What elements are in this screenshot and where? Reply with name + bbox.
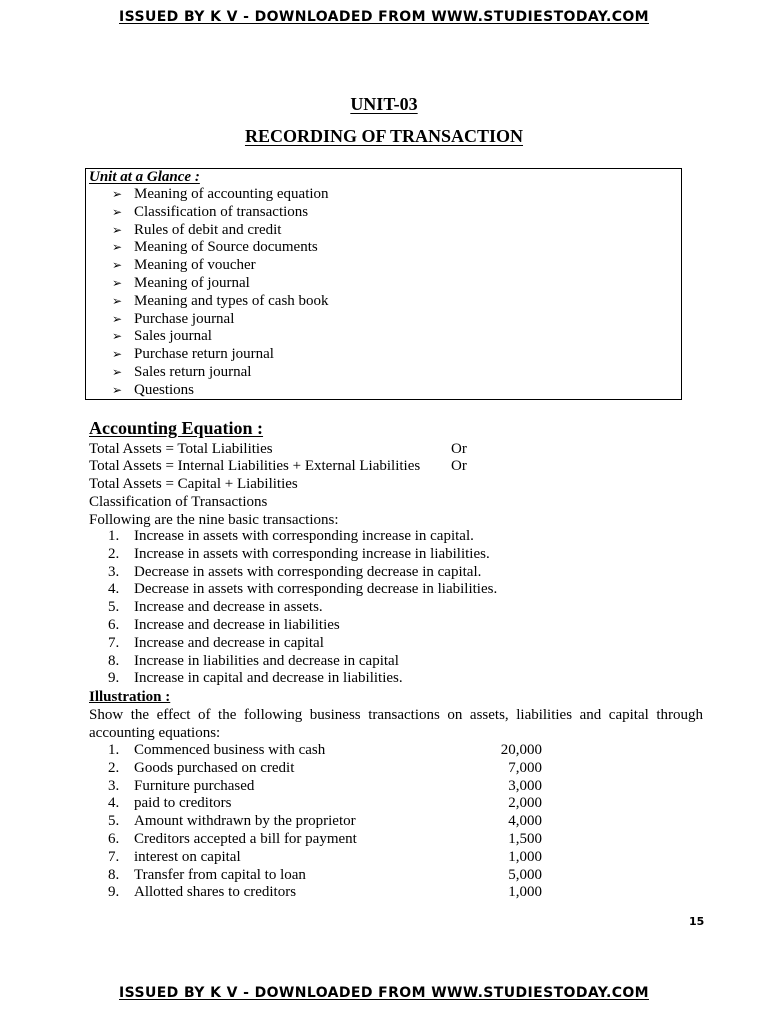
- transaction-item: [108, 581, 497, 599]
- transaction-item: [108, 617, 497, 635]
- illustration-item: [108, 849, 548, 867]
- illustration-item: [108, 795, 548, 813]
- arrow-bullet-icon: ➢: [112, 187, 123, 201]
- item-text: Increase and decrease in liabilities: [134, 616, 340, 633]
- glance-item-label: Questions: [134, 381, 194, 398]
- transaction-item: [108, 528, 497, 546]
- item-number: 8.: [108, 652, 120, 669]
- item-number: 5.: [108, 813, 120, 830]
- item-number: 1.: [108, 742, 120, 758]
- or-label: Or: [451, 458, 467, 474]
- item-number: 7.: [108, 634, 120, 651]
- item-amount: 7,000: [508, 759, 542, 776]
- item-number: 8.: [108, 866, 120, 883]
- page-number: 15: [689, 915, 705, 928]
- item-text: Decrease in assets with corresponding decrease in capital.: [134, 563, 482, 580]
- item-text: Allotted shares to creditors: [134, 884, 297, 901]
- arrow-bullet-icon: ➢: [112, 293, 123, 308]
- illustration-item: [108, 778, 548, 796]
- transaction-item: [108, 564, 497, 582]
- glance-item: [112, 364, 329, 382]
- illustration-item: [108, 884, 548, 902]
- item-number: 5.: [108, 599, 120, 616]
- arrow-bullet-icon: ➢: [112, 204, 123, 219]
- arrow-bullet-icon: ➢: [112, 329, 123, 344]
- glance-item-label: Sales journal: [134, 328, 212, 345]
- item-number: 1.: [108, 528, 120, 544]
- illustration-heading: Illustration :: [89, 689, 171, 705]
- glance-item: [112, 186, 329, 204]
- equation-line: Total Assets = Internal Liabilities + External Liabilities: [89, 458, 421, 474]
- item-number: 2.: [108, 759, 120, 776]
- item-text: Goods purchased on credit: [134, 759, 295, 776]
- transaction-item: [108, 635, 497, 653]
- illustration-paragraph: Show the effect of the following business transactions on assets, liabilities and capital through accounting equations:: [89, 707, 703, 741]
- item-text: Increase and decrease in capital: [134, 634, 324, 651]
- arrow-bullet-icon: ➢: [112, 240, 123, 255]
- glance-heading: Unit at a Glance :: [89, 169, 200, 185]
- item-number: 4.: [108, 581, 120, 598]
- transaction-item: [108, 670, 497, 688]
- item-number: 3.: [108, 563, 120, 580]
- glance-item-label: Meaning of journal: [134, 274, 250, 291]
- item-number: 6.: [108, 830, 120, 847]
- glance-item: [112, 257, 329, 275]
- item-amount: 1,000: [508, 884, 542, 901]
- item-number: 9.: [108, 884, 120, 901]
- arrow-bullet-icon: ➢: [112, 382, 123, 397]
- item-number: 4.: [108, 795, 120, 812]
- item-text: Furniture purchased: [134, 777, 255, 794]
- accounting-equation-heading: Accounting Equation :: [89, 418, 264, 438]
- item-text: Decrease in assets with corresponding decrease in liabilities.: [134, 581, 498, 598]
- glance-item-label: Meaning of voucher: [134, 257, 256, 274]
- transaction-item: [108, 653, 497, 671]
- item-amount: 2,000: [508, 795, 542, 812]
- glance-item-label: Meaning of Source documents: [134, 239, 318, 256]
- item-text: interest on capital: [134, 848, 241, 865]
- footer-banner: ISSUED BY K V - DOWNLOADED FROM WWW.STUDIESTODAY.COM: [119, 985, 649, 1001]
- illustration-item: [108, 742, 548, 760]
- glance-item-label: Purchase journal: [134, 310, 235, 327]
- item-amount: 5,000: [508, 866, 542, 883]
- transactions-intro: Following are the nine basic transactions:: [89, 512, 339, 528]
- glance-item-label: Sales return journal: [134, 363, 252, 380]
- glance-item: [112, 311, 329, 329]
- glance-item-label: Rules of debit and credit: [134, 221, 282, 238]
- glance-item-label: Purchase return journal: [134, 346, 274, 363]
- equation-line: Total Assets = Total Liabilities: [89, 441, 273, 457]
- item-text: Increase and decrease in assets.: [134, 599, 323, 616]
- item-text: Increase in assets with corresponding increase in capital.: [134, 528, 474, 544]
- item-amount: 20,000: [500, 742, 542, 758]
- item-text: Creditors accepted a bill for payment: [134, 830, 357, 847]
- glance-list: [112, 186, 329, 400]
- classification-heading: Classification of Transactions: [89, 494, 268, 510]
- transactions-list: [108, 528, 497, 688]
- arrow-bullet-icon: ➢: [112, 258, 123, 273]
- item-text: Commenced business with cash: [134, 742, 326, 758]
- transaction-item: [108, 599, 497, 617]
- item-text: Transfer from capital to loan: [134, 866, 306, 883]
- item-number: 3.: [108, 777, 120, 794]
- glance-item: [112, 275, 329, 293]
- page-title: RECORDING OF TRANSACTION: [244, 126, 524, 146]
- item-number: 7.: [108, 848, 120, 865]
- equation-line: Total Assets = Capital + Liabilities: [89, 476, 298, 492]
- glance-item: [112, 293, 329, 311]
- glance-item-label: Meaning of accounting equation: [134, 186, 329, 202]
- item-number: 2.: [108, 545, 120, 562]
- arrow-bullet-icon: ➢: [112, 275, 123, 290]
- transaction-item: [108, 546, 497, 564]
- item-number: 6.: [108, 616, 120, 633]
- glance-item: [112, 204, 329, 222]
- item-text: paid to creditors: [134, 795, 232, 812]
- glance-item: [112, 222, 329, 240]
- illustration-item: [108, 813, 548, 831]
- glance-item-label: Meaning and types of cash book: [134, 292, 329, 309]
- item-amount: 3,000: [508, 777, 542, 794]
- arrow-bullet-icon: ➢: [112, 311, 123, 326]
- glance-item: [112, 239, 329, 257]
- unit-heading: UNIT-03: [350, 94, 418, 114]
- item-text: Amount withdrawn by the proprietor: [134, 813, 356, 830]
- item-text: Increase in liabilities and decrease in capital: [134, 652, 399, 669]
- arrow-bullet-icon: ➢: [112, 347, 123, 362]
- glance-item: [112, 382, 329, 400]
- illustration-list: [108, 742, 548, 902]
- item-amount: 1,000: [508, 848, 542, 865]
- item-number: 9.: [108, 670, 120, 687]
- arrow-bullet-icon: ➢: [112, 222, 123, 237]
- illustration-item: [108, 831, 548, 849]
- header-banner: ISSUED BY K V - DOWNLOADED FROM WWW.STUDIESTODAY.COM: [119, 9, 649, 25]
- illustration-item: [108, 867, 548, 885]
- item-amount: 1,500: [508, 830, 542, 847]
- glance-item-label: Classification of transactions: [134, 203, 309, 220]
- glance-item: [112, 346, 329, 364]
- item-amount: 4,000: [508, 813, 542, 830]
- illustration-item: [108, 760, 548, 778]
- arrow-bullet-icon: ➢: [112, 364, 123, 379]
- glance-item: [112, 328, 329, 346]
- item-text: Increase in assets with corresponding increase in liabilities.: [134, 545, 490, 562]
- item-text: Increase in capital and decrease in liabilities.: [134, 670, 403, 687]
- or-label: Or: [451, 441, 467, 457]
